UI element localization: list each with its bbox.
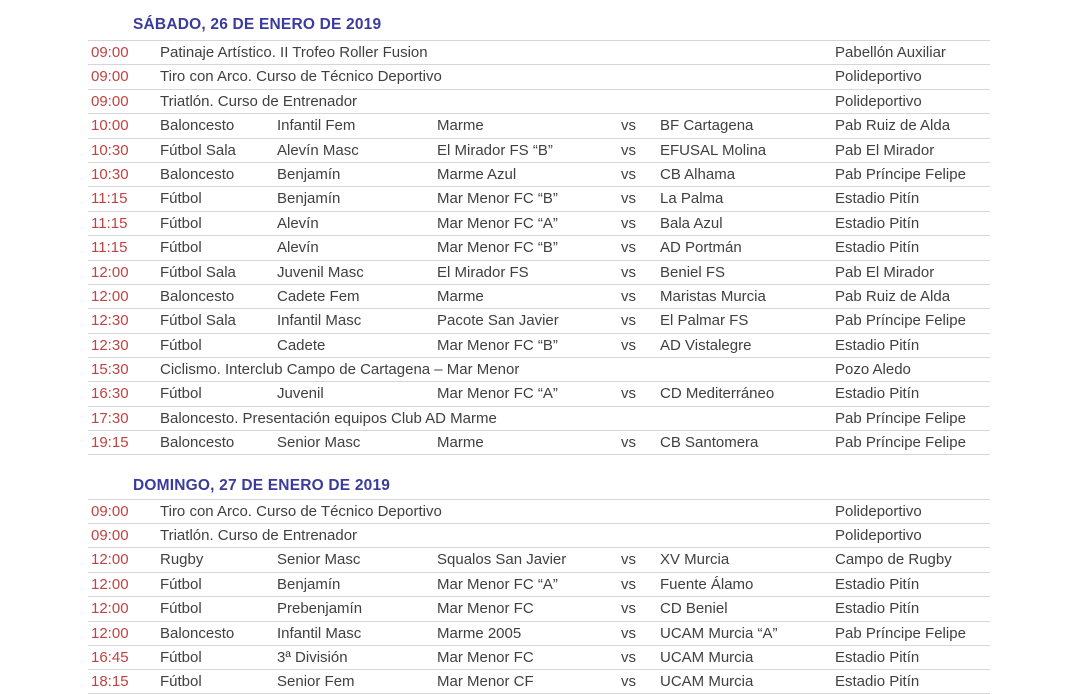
event-sport: Fútbol Sala xyxy=(160,141,236,159)
event-time: 09:00 xyxy=(91,527,129,545)
event-away-team: CB Alhama xyxy=(660,165,736,183)
event-category: Cadete xyxy=(277,336,326,354)
event-away-team: UCAM Murcia “A” xyxy=(660,624,778,642)
event-venue: Estadio Pitín xyxy=(835,648,920,666)
event-row xyxy=(88,572,990,596)
event-sport: Fútbol xyxy=(160,214,202,232)
event-sport: Baloncesto xyxy=(160,287,235,305)
event-time: 16:30 xyxy=(91,385,129,403)
event-category: Alevín Masc xyxy=(277,141,359,159)
day-heading: DOMINGO, 27 DE ENERO DE 2019 xyxy=(133,476,391,494)
event-category: Senior Fem xyxy=(277,673,355,691)
vs-label: vs xyxy=(621,141,636,159)
event-category: Benjamín xyxy=(277,575,341,593)
vs-label: vs xyxy=(621,336,636,354)
event-time: 12:00 xyxy=(91,551,129,569)
event-home-team: Marme xyxy=(437,287,484,305)
event-away-team: El Palmar FS xyxy=(660,312,749,330)
event-time: 11:15 xyxy=(91,214,128,232)
event-category: Alevín xyxy=(277,214,319,232)
event-away-team: CB Santomera xyxy=(660,434,759,452)
vs-label: vs xyxy=(621,551,636,569)
event-time: 12:00 xyxy=(91,575,129,593)
event-venue: Pab Príncipe Felipe xyxy=(835,409,966,427)
event-sport: Fútbol xyxy=(160,336,202,354)
event-home-team: Mar Menor CF xyxy=(437,673,534,691)
event-sport: Fútbol xyxy=(160,648,202,666)
event-sport: Fútbol xyxy=(160,190,202,208)
event-venue: Estadio Pitín xyxy=(835,239,920,257)
vs-label: vs xyxy=(621,287,636,305)
event-home-team: Mar Menor FC xyxy=(437,600,534,618)
event-home-team: Mar Menor FC xyxy=(437,648,534,666)
event-category: Infantil Fem xyxy=(277,117,356,135)
event-row xyxy=(88,621,990,645)
event-away-team: UCAM Murcia xyxy=(660,648,754,666)
event-venue: Polideportivo xyxy=(835,68,922,86)
event-row xyxy=(88,211,990,235)
event-sport: Fútbol Sala xyxy=(160,263,236,281)
event-time: 19:15 xyxy=(91,434,129,452)
vs-label: vs xyxy=(621,385,636,403)
event-away-team: CD Beniel xyxy=(660,600,728,618)
event-category: Juvenil Masc xyxy=(277,263,364,281)
event-row xyxy=(88,547,990,571)
day-section xyxy=(0,14,1080,455)
event-time: 11:15 xyxy=(91,239,128,257)
event-sport: Fútbol xyxy=(160,575,202,593)
event-home-team: Mar Menor FC “A” xyxy=(437,385,558,403)
event-venue: Estadio Pitín xyxy=(835,190,920,208)
event-description: Ciclismo. Interclub Campo de Cartagena – Mar Menor xyxy=(160,361,520,379)
day-table xyxy=(88,40,990,455)
event-time: 09:00 xyxy=(91,502,129,520)
event-sport: Fútbol xyxy=(160,673,202,691)
event-venue: Pozo Aledo xyxy=(835,361,911,379)
event-away-team: AD Vistalegre xyxy=(660,336,752,354)
event-row xyxy=(88,113,990,137)
activity-row xyxy=(88,89,990,113)
event-time: 12:00 xyxy=(91,287,129,305)
activity-row xyxy=(88,40,990,64)
event-home-team: El Mirador FS xyxy=(437,263,529,281)
event-home-team: Marme 2005 xyxy=(437,624,522,642)
event-venue: Pab El Mirador xyxy=(835,141,935,159)
vs-label: vs xyxy=(621,434,636,452)
event-time: 17:30 xyxy=(91,409,129,427)
event-sport: Baloncesto xyxy=(160,165,235,183)
event-category: Infantil Masc xyxy=(277,312,362,330)
event-row xyxy=(88,430,990,454)
event-description: Baloncesto. Presentación equipos Club AD Marme xyxy=(160,409,497,427)
event-row xyxy=(88,381,990,405)
event-home-team: Pacote San Javier xyxy=(437,312,559,330)
event-venue: Pab Ruiz de Alda xyxy=(835,117,951,135)
event-row xyxy=(88,596,990,620)
event-venue: Pabellón Auxiliar xyxy=(835,44,946,61)
event-home-team: Mar Menor FC “B” xyxy=(437,239,558,257)
event-time: 11:15 xyxy=(91,190,128,208)
event-home-team: El Mirador FS “B” xyxy=(437,141,553,159)
vs-label: vs xyxy=(621,673,636,691)
event-category: 3ª División xyxy=(277,648,348,666)
event-venue: Pab Ruiz de Alda xyxy=(835,287,951,305)
event-time: 09:00 xyxy=(91,92,129,110)
event-category: Alevín xyxy=(277,239,319,257)
event-sport: Baloncesto xyxy=(160,117,235,135)
event-time: 12:30 xyxy=(91,312,129,330)
event-away-team: La Palma xyxy=(660,190,724,208)
event-away-team: UCAM Murcia xyxy=(660,673,754,691)
event-time: 15:30 xyxy=(91,361,129,379)
event-category: Juvenil xyxy=(277,385,324,403)
event-venue: Estadio Pitín xyxy=(835,673,920,691)
activity-row xyxy=(88,523,990,547)
event-category: Senior Masc xyxy=(277,551,361,569)
event-time: 18:15 xyxy=(91,673,129,691)
event-sport: Fútbol Sala xyxy=(160,312,236,330)
event-away-team: Beniel FS xyxy=(660,263,726,281)
event-away-team: CD Mediterráneo xyxy=(660,385,775,403)
event-sport: Fútbol xyxy=(160,600,202,618)
event-away-team: Fuente Álamo xyxy=(660,575,754,593)
event-description: Triatlón. Curso de Entrenador xyxy=(160,92,358,110)
vs-label: vs xyxy=(621,117,636,135)
vs-label: vs xyxy=(621,214,636,232)
event-time: 09:00 xyxy=(91,68,129,86)
event-description: Tiro con Arco. Curso de Técnico Deportivo xyxy=(160,502,442,520)
event-time: 12:00 xyxy=(91,600,129,618)
event-away-team: BF Cartagena xyxy=(660,117,754,135)
event-category: Benjamín xyxy=(277,165,341,183)
event-venue: Pab El Mirador xyxy=(835,263,935,281)
event-sport: Fútbol xyxy=(160,385,202,403)
event-description: Triatlón. Curso de Entrenador xyxy=(160,527,358,545)
event-home-team: Mar Menor FC “A” xyxy=(437,575,558,593)
vs-label: vs xyxy=(621,190,636,208)
event-time: 09:00 xyxy=(91,44,129,61)
vs-label: vs xyxy=(621,239,636,257)
event-away-team: EFUSAL Molina xyxy=(660,141,767,159)
day-table xyxy=(88,499,990,694)
event-venue: Polideportivo xyxy=(835,527,922,545)
event-time: 12:00 xyxy=(91,263,129,281)
activity-row xyxy=(88,64,990,88)
vs-label: vs xyxy=(621,165,636,183)
day-section xyxy=(0,475,1080,694)
event-home-team: Marme Azul xyxy=(437,165,517,183)
event-row xyxy=(88,333,990,357)
event-venue: Estadio Pitín xyxy=(835,336,920,354)
event-category: Benjamín xyxy=(277,190,341,208)
event-row xyxy=(88,284,990,308)
event-home-team: Squalos San Javier xyxy=(437,551,567,569)
event-row xyxy=(88,645,990,669)
event-sport: Fútbol xyxy=(160,239,202,257)
event-away-team: AD Portmán xyxy=(660,239,742,257)
event-row xyxy=(88,260,990,284)
event-home-team: Mar Menor FC “B” xyxy=(437,336,558,354)
event-category: Cadete Fem xyxy=(277,287,360,305)
event-row xyxy=(88,186,990,210)
event-category: Senior Masc xyxy=(277,434,361,452)
event-sport: Baloncesto xyxy=(160,434,235,452)
event-sport: Baloncesto xyxy=(160,624,235,642)
event-venue: Campo de Rugby xyxy=(835,551,952,569)
event-venue: Pab Príncipe Felipe xyxy=(835,434,966,452)
event-venue: Estadio Pitín xyxy=(835,214,920,232)
event-row xyxy=(88,138,990,162)
event-row xyxy=(88,308,990,332)
event-sport: Rugby xyxy=(160,551,204,569)
event-row xyxy=(88,235,990,259)
event-time: 12:30 xyxy=(91,336,129,354)
event-home-team: Mar Menor FC “A” xyxy=(437,214,558,232)
vs-label: vs xyxy=(621,263,636,281)
event-away-team: Maristas Murcia xyxy=(660,287,766,305)
event-home-team: Mar Menor FC “B” xyxy=(437,190,558,208)
event-description: Tiro con Arco. Curso de Técnico Deportivo xyxy=(160,68,442,86)
event-description: Patinaje Artístico. II Trofeo Roller Fusion xyxy=(160,44,428,61)
event-venue: Estadio Pitín xyxy=(835,575,920,593)
vs-label: vs xyxy=(621,600,636,618)
event-category: Prebenjamín xyxy=(277,600,363,618)
event-time: 16:45 xyxy=(91,648,129,666)
event-away-team: Bala Azul xyxy=(660,214,723,232)
event-time: 12:00 xyxy=(91,624,129,642)
event-time: 10:30 xyxy=(91,165,129,183)
vs-label: vs xyxy=(621,624,636,642)
event-away-team: XV Murcia xyxy=(660,551,730,569)
event-time: 10:30 xyxy=(91,141,129,159)
vs-label: vs xyxy=(621,648,636,666)
day-heading: SÁBADO, 26 DE ENERO DE 2019 xyxy=(133,16,382,33)
event-venue: Pab Príncipe Felipe xyxy=(835,165,966,183)
event-row xyxy=(88,669,990,693)
event-home-team: Marme xyxy=(437,117,484,135)
vs-label: vs xyxy=(621,575,636,593)
activity-row xyxy=(88,499,990,523)
event-time: 10:00 xyxy=(91,117,129,135)
event-venue: Pab Príncipe Felipe xyxy=(835,312,966,330)
event-venue: Polideportivo xyxy=(835,502,922,520)
vs-label: vs xyxy=(621,312,636,330)
activity-row xyxy=(88,357,990,381)
event-venue: Estadio Pitín xyxy=(835,600,920,618)
event-row xyxy=(88,162,990,186)
event-venue: Estadio Pitín xyxy=(835,385,920,403)
event-home-team: Marme xyxy=(437,434,484,452)
activity-row xyxy=(88,406,990,430)
event-category: Infantil Masc xyxy=(277,624,362,642)
event-venue: Polideportivo xyxy=(835,92,922,110)
event-venue: Pab Príncipe Felipe xyxy=(835,624,966,642)
